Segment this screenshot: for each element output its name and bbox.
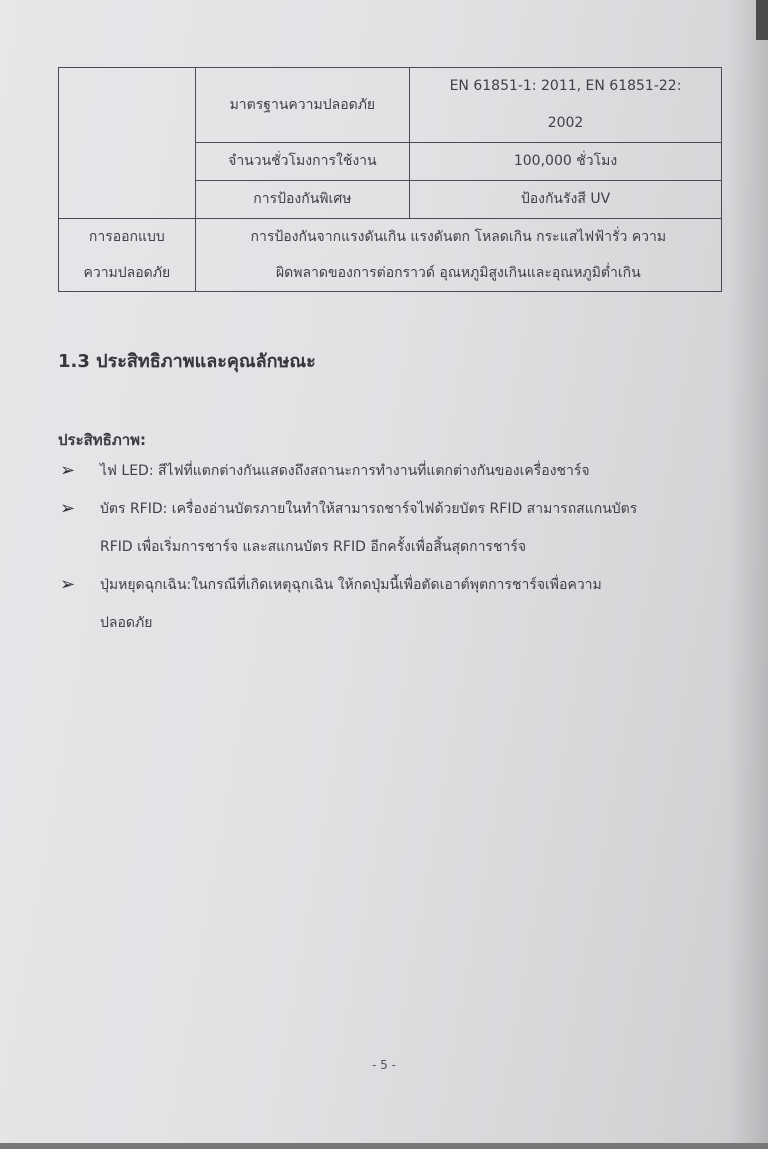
arrow-bullet-icon: ➢ bbox=[60, 498, 76, 519]
label-operating-hours: จำนวนชั่วโมงการใช้งาน bbox=[228, 153, 377, 169]
table-cell-label bbox=[195, 68, 409, 143]
table-cell-empty-category bbox=[59, 68, 196, 219]
page-corner-background bbox=[756, 0, 768, 40]
page-number: - 5 - bbox=[372, 1058, 396, 1072]
label-special-protection: การป้องกันพิเศษ bbox=[253, 191, 352, 207]
feature-list bbox=[58, 452, 738, 642]
feature-emergency-line1: ปุ่มหยุดฉุกเฉิน:ในกรณีที่เกิดเหตุฉุกเฉิน ให้กดปุ่มนี้เพื่อตัดเอาต์พุตการชาร์จเพื่อความ bbox=[100, 577, 602, 593]
feature-rfid-line2: RFID เพื่อเริ่มการชาร์จ และสแกนบัตร RFID อีกครั้งเพื่อสิ้นสุดการชาร์จ bbox=[100, 539, 527, 555]
safety-description-line1: การป้องกันจากแรงดันเกิน แรงดันตก โหลดเกิน กระแสไฟฟ้ารั่ว ความ bbox=[250, 229, 667, 245]
value-safety-standard-line2: 2002 bbox=[547, 115, 584, 131]
list-item bbox=[58, 566, 738, 642]
feature-rfid-line1: บัตร RFID: เครื่องอ่านบัตรภายในทำให้สามารถชาร์จไฟด้วยบัตร RFID สามารถสแกนบัตร bbox=[100, 501, 638, 517]
list-item bbox=[58, 490, 738, 566]
table-cell-label bbox=[195, 181, 409, 219]
table-cell-safety-description bbox=[195, 219, 721, 292]
category-safety-line2: ความปลอดภัย bbox=[83, 265, 171, 281]
label-safety-standard: มาตรฐานความปลอดภัย bbox=[229, 96, 376, 113]
efficiency-subheading: ประสิทธิภาพ: bbox=[58, 431, 147, 449]
value-operating-hours: 100,000 ชั่วโมง bbox=[513, 153, 618, 169]
arrow-bullet-icon: ➢ bbox=[60, 460, 76, 481]
section-heading: 1.3 ประสิทธิภาพและคุณลักษณะ bbox=[58, 351, 316, 372]
arrow-bullet-icon: ➢ bbox=[60, 574, 76, 595]
feature-led-line1: ไฟ LED: สีไฟที่แตกต่างกันแสดงถึงสถานะการทำงานที่แตกต่างกันของเครื่องชาร์จ bbox=[100, 463, 590, 479]
list-item bbox=[58, 452, 738, 490]
spec-table bbox=[58, 67, 722, 292]
table-cell-label bbox=[195, 143, 409, 181]
table-row bbox=[59, 219, 722, 292]
table-cell-category bbox=[59, 219, 196, 292]
page-bottom-edge bbox=[0, 1143, 768, 1149]
value-special-protection: ป้องกันรังสี UV bbox=[520, 191, 611, 207]
table-cell-value bbox=[410, 68, 722, 143]
feature-emergency-line2: ปลอดภัย bbox=[100, 615, 153, 631]
table-cell-value bbox=[410, 143, 722, 181]
table-cell-value bbox=[410, 181, 722, 219]
category-safety-line1: การออกแบบ bbox=[88, 229, 165, 245]
table-row bbox=[59, 68, 722, 143]
safety-description-line2: ผิดพลาดของการต่อกราวด์ อุณหภูมิสูงเกินและอุณหภูมิต่ำเกิน bbox=[275, 265, 641, 281]
value-safety-standard-line1: EN 61851-1: 2011, EN 61851-22: bbox=[449, 78, 682, 94]
